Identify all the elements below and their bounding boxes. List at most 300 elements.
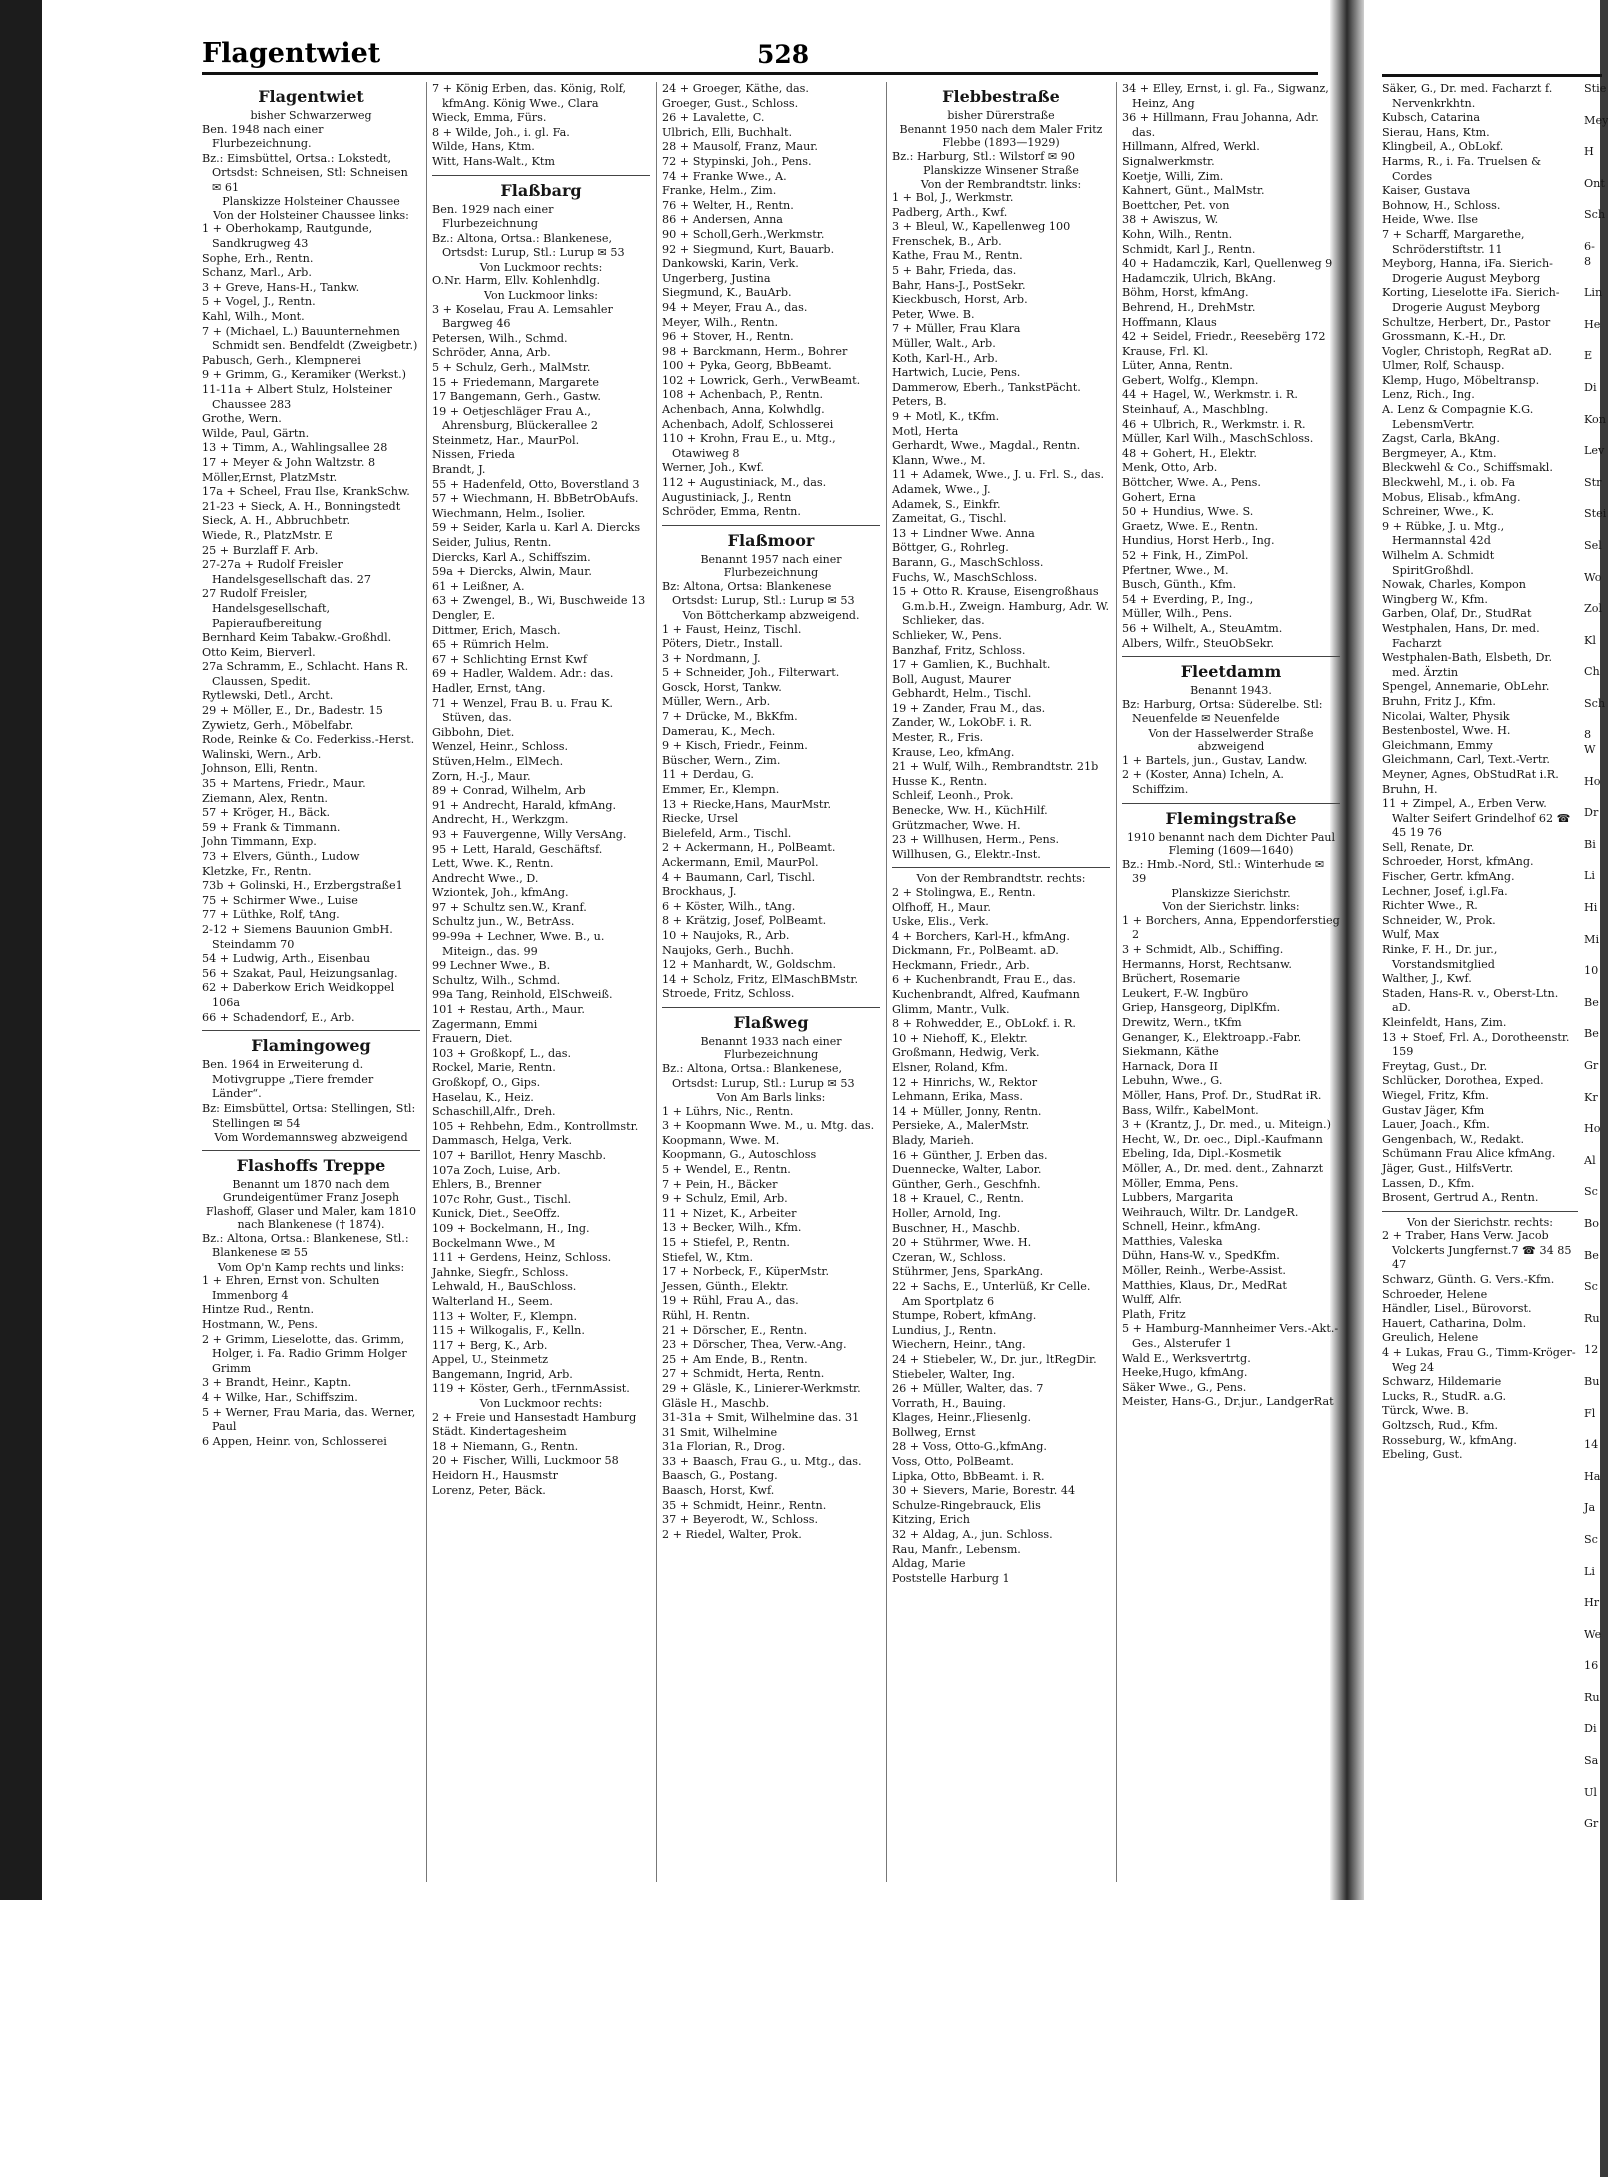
directory-entry: 17 + Gamlien, K., Buchhalt. — [892, 658, 1051, 672]
directory-entry: 48 + Gohert, H., Elektr. — [1122, 446, 1257, 460]
directory-entry: Vogler, Christoph, RegRat aD. — [1382, 344, 1552, 358]
directory-entry: Schlücker, Dorothea, Exped. — [1382, 1074, 1544, 1088]
directory-entry: Grothe, Wern. — [202, 412, 282, 426]
directory-entry: 73 + Elvers, Günth., Ludow — [202, 850, 360, 863]
directory-entry: Petersen, Wilh., Schmd. — [432, 331, 568, 345]
directory-entry: Schmidt, Karl J., Rentn. — [1122, 242, 1256, 256]
directory-entry: 20 + Fischer, Willi, Luckmoor 58 — [432, 1454, 619, 1468]
directory-entry: 25 + Burzlaff F. Arb. — [202, 543, 319, 557]
directory-entry: Heide, Wwe. Ilse — [1382, 213, 1479, 227]
cut-off-fragment: Ja — [1584, 1501, 1596, 1515]
directory-entry: 4 + Baumann, Carl, Tischl. — [662, 870, 816, 884]
section-divider — [1382, 1211, 1578, 1212]
directory-entry: Brockhaus, J. — [662, 885, 737, 899]
directory-entry: Säker, G., Dr. med. Facharzt f. Nervenkrkhtn. — [1382, 82, 1553, 110]
directory-entry: 23 + Dörscher, Thea, Verw.-Ang. — [662, 1338, 847, 1352]
directory-entry: Baasch, G., Postang. — [662, 1469, 778, 1483]
directory-entry: Koopmann, Wwe. M. — [662, 1133, 780, 1147]
directory-entry: 23 + Willhusen, Herm., Pens. — [892, 833, 1059, 847]
directory-entry: Olfhoff, H., Maur. — [892, 900, 991, 914]
directory-entry: 93 + Fauvergenne, Willy VersAng. — [432, 827, 627, 841]
directory-entry: Stumpe, Robert, kfmAng. — [892, 1309, 1037, 1323]
directory-entry: Brandt, J. — [432, 463, 486, 477]
street-note: Von der Rembrandtstr. links: — [920, 177, 1082, 191]
directory-entry: Spengel, Annemarie, ObLehr. — [1382, 680, 1550, 694]
directory-entry: Kahnert, Günt., MalMstr. — [1122, 184, 1265, 198]
directory-entry: Bz: Harburg, Ortsa: Süderelbe. Stl: Neuenfelde ✉ Neuenfelde — [1122, 697, 1323, 726]
directory-entry: Goltzsch, Rud., Kfm. — [1382, 1418, 1499, 1432]
directory-entry: Rühl, H. Rentn. — [662, 1308, 750, 1322]
directory-entry: Albers, Wilfr., SteuObSekr. — [1122, 636, 1275, 650]
directory-entry: 24 + Stiebeler, W., Dr. jur., ltRegDir. — [892, 1352, 1097, 1366]
directory-entry: 7 + (Michael, L.) Bauunternehmen Schmidt sen. Bendfeldt (Zweigbetr.) — [202, 324, 418, 353]
directory-entry: 21 + Dörscher, E., Rentn. — [662, 1323, 808, 1337]
directory-entry: 107 + Barillot, Henry Maschb. — [432, 1148, 607, 1162]
directory-entry: Haselau, K., Heiz. — [432, 1090, 534, 1104]
section-divider — [1122, 656, 1340, 657]
directory-entry: 13 + Stoef, Frl. A., Dorotheenstr. 159 — [1382, 1030, 1570, 1059]
directory-entry: 18 + Krauel, C., Rentn. — [892, 1192, 1024, 1206]
directory-entry: Dengler, E. — [432, 609, 496, 622]
directory-entry: Harms, R., i. Fa. Truelsen & Cordes — [1382, 154, 1542, 183]
cut-off-fragment: Str — [1584, 475, 1602, 489]
directory-entry: 100 + Pyka, Georg, BbBeamt. — [662, 359, 832, 373]
directory-entry: John Timmann, Exp. — [202, 835, 317, 849]
directory-entry: Lechner, Josef, i.gl.Fa. — [1382, 884, 1508, 898]
directory-entry: Busch, Günth., Kfm. — [1122, 578, 1237, 592]
directory-entry: 92 + Siegmund, Kurt, Bauarb. — [662, 242, 835, 256]
cut-off-fragment: Li — [1584, 1564, 1596, 1578]
cut-off-fragment: Sc — [1584, 1185, 1598, 1199]
directory-entry: 1 + Lührs, Nic., Rentn. — [662, 1104, 794, 1118]
directory-entry: 34 + Elley, Ernst, i. gl. Fa., Sigwanz, Heinz, Ang — [1122, 82, 1329, 110]
directory-entry: 3 + Bleul, W., Kapellenweg 100 — [892, 220, 1071, 234]
directory-entry: Zywietz, Gerh., Möbelfabr. — [202, 718, 354, 732]
directory-entry: 14 + Müller, Jonny, Rentn. — [892, 1104, 1042, 1118]
directory-entry: Wiechmann, Helm., Isolier. — [432, 506, 586, 520]
directory-entry: 31a Florian, R., Drog. — [662, 1440, 786, 1454]
directory-entry: Bleckwehl, M., i. ob. Fa — [1382, 476, 1516, 490]
cut-off-fragment: 10 — [1584, 964, 1599, 978]
directory-entry: Kleinfeldt, Hans, Zim. — [1382, 1016, 1507, 1029]
directory-entry: 22 + Sachs, E., Unterlüß, Kr Celle. Am Sportplatz 6 — [892, 1279, 1091, 1308]
directory-entry: Günther, Gerh., Geschfnh. — [892, 1177, 1041, 1191]
cut-off-fragment: Fl — [1584, 1406, 1596, 1420]
directory-entry: 7 + Drücke, M., BkKfm. — [662, 710, 798, 724]
directory-entry: 12 + Hinrichs, W., Rektor — [892, 1075, 1038, 1089]
directory-entry: Motl, Herta — [892, 424, 959, 438]
street-note: Von der Holsteiner Chaussee links: — [213, 208, 409, 222]
directory-entry: 30 + Sievers, Marie, Borestr. 44 — [892, 1484, 1076, 1498]
directory-entry: Hintze Rud., Rentn. — [202, 1303, 315, 1317]
directory-entry: 99 Lechner Wwe., B. — [432, 959, 551, 973]
directory-entry: Wilhelm A. Schmidt SpiritGroßhdl. — [1382, 549, 1495, 577]
directory-entry: 5 + Bahr, Frieda, das. — [892, 264, 1017, 278]
directory-entry: Bz.: Altona, Ortsa.: Blankenese, Stl.: Blankenese ✉ 55 — [202, 1231, 409, 1260]
directory-entry: Bestenbostel, Wwe. H. — [1382, 724, 1511, 738]
directory-entry: 17 + Meyer & John Waltzstr. 8 — [202, 455, 376, 469]
directory-entry: Heckmann, Friedr., Arb. — [892, 958, 1030, 972]
directory-entry: Griep, Hansgeorg, DiplKfm. — [1122, 1001, 1281, 1015]
cut-off-fragment: 14 — [1584, 1438, 1599, 1452]
directory-entry: 35 + Martens, Friedr., Maur. — [202, 777, 366, 791]
directory-entry: Baasch, Horst, Kwf. — [662, 1484, 775, 1498]
directory-entry: Wilde, Paul, Gärtn. — [202, 426, 310, 440]
directory-entry: 3 + Nordmann, J. — [662, 651, 761, 665]
directory-entry: Adamek, Wwe., J. — [892, 482, 991, 496]
directory-entry: Bruhn, H. — [1382, 782, 1438, 796]
directory-entry: Matthies, Klaus, Dr., MedRat — [1122, 1278, 1287, 1292]
directory-entry: 19 + Zander, Frau M., das. — [892, 701, 1046, 715]
directory-entry: Lüter, Anna, Rentn. — [1122, 359, 1233, 373]
directory-entry: Zander, W., LokObF. i. R. — [892, 716, 1032, 730]
directory-entry: Schulze-Ringebrauck, Elis — [892, 1498, 1041, 1512]
street-note: 1910 benannt nach dem Dichter Paul Fleming (1609—1640) — [1127, 830, 1335, 858]
directory-entry: 2-12 + Siemens Bauunion GmbH. Steindamm 70 — [202, 922, 393, 951]
street-note: Von Luckmoor rechts: — [479, 260, 603, 274]
column-2 — [432, 82, 650, 1882]
directory-entry: Bruhn, Fritz J., Kfm. — [1382, 694, 1496, 708]
directory-entry: 97 + Schultz sen.W., Kranf. — [432, 900, 587, 914]
directory-entry: Schneider, W., Prok. — [1382, 913, 1496, 927]
street-note: Von der Sierichstr. links: — [1162, 900, 1300, 914]
directory-entry: 37 + Beyerodt, W., Schloss. — [662, 1513, 819, 1527]
directory-entry: Ackermann, Emil, MaurPol. — [662, 856, 819, 869]
directory-entry: Wenzel, Heinr., Schloss. — [432, 740, 569, 754]
directory-entry: 9 + Motl, K., tKfm. — [892, 410, 1000, 423]
directory-entry: 107a Zoch, Luise, Arb. — [432, 1163, 561, 1177]
directory-entry: 29 + Möller, E., Dr., Badestr. 15 — [202, 704, 383, 718]
directory-entry: Heeke,Hugo, kfmAng. — [1122, 1366, 1248, 1380]
street-note: Von Luckmoor rechts: — [479, 1397, 603, 1411]
directory-entry: Poststelle Harburg 1 — [892, 1571, 1010, 1585]
directory-entry: Kohn, Wilh., Rentn. — [1122, 227, 1233, 241]
cut-off-fragment: Be — [1584, 995, 1599, 1009]
directory-entry: 50 + Hundius, Wwe. S. — [1122, 505, 1254, 519]
directory-entry: 3 + Brandt, Heinr., Kaptn. — [202, 1376, 352, 1390]
directory-entry: Hoffmann, Klaus — [1122, 315, 1217, 329]
directory-entry: Wiechern, Heinr., tAng. — [892, 1338, 1026, 1352]
header-rule — [202, 72, 1318, 75]
directory-entry: Zameitat, G., Tischl. — [892, 512, 1007, 526]
directory-entry: 2 + Traber, Hans Verw. Jacob Volckerts Jungfernst.7 ☎ 34 85 47 — [1382, 1229, 1572, 1272]
directory-entry: Dühn, Hans-W. v., SpedKfm. — [1122, 1249, 1280, 1263]
directory-entry: Frauern, Diet. — [432, 1032, 513, 1046]
directory-entry: 69 + Hadler, Waldem. Adr.: das. — [432, 667, 614, 681]
directory-entry: 13 + Becker, Wilh., Kfm. — [662, 1221, 802, 1235]
directory-entry: 65 + Rümrich Helm. — [432, 638, 550, 652]
directory-entry: Greulich, Helene — [1382, 1331, 1479, 1345]
directory-entry: Bollweg, Ernst — [892, 1425, 976, 1439]
directory-entry: Pabusch, Gerh., Klempnerei — [202, 353, 361, 367]
directory-entry: Groeger, Gust., Schloss. — [662, 96, 799, 110]
directory-entry: 119 + Köster, Gerh., tFernmAssist. — [432, 1382, 630, 1396]
directory-entry: 63 + Zwengel, B., Wi, Buschweide 13 — [432, 594, 646, 608]
street-note: Vom Op'n Kamp rechts und links: — [217, 1260, 405, 1274]
directory-entry: 101 + Restau, Arth., Maur. — [432, 1003, 585, 1017]
directory-entry: Gibbohn, Diet. — [432, 725, 515, 739]
directory-entry: Lebuhn, Wwe., G. — [1122, 1074, 1223, 1088]
directory-entry: Meyer, Wilh., Rentn. — [662, 315, 779, 329]
directory-entry: Schaschill,Alfr., Dreh. — [432, 1105, 556, 1119]
directory-entry: Kletzke, Fr., Rentn. — [202, 864, 312, 878]
column-divider — [886, 82, 887, 1882]
directory-entry: Andrecht, H., Werkzgm. — [432, 813, 569, 827]
directory-entry: 75 + Schirmer Wwe., Luise — [202, 893, 358, 907]
directory-entry: O.Nr. Harm, Ellv. Kohlenhdlg. — [432, 274, 601, 288]
cut-off-fragment: 6-8 — [1584, 239, 1595, 268]
street-note: Planskizze Winsener Straße — [923, 164, 1079, 178]
directory-entry: Dickmann, Fr., PolBeamt. aD. — [892, 944, 1059, 958]
street-note: Benannt 1957 nach einer Flurbezeichnung — [700, 552, 842, 580]
directory-entry: Achenbach, Adolf, Schlosserei — [662, 417, 834, 431]
directory-entry: Wieck, Emma, Fürs. — [432, 111, 547, 125]
directory-entry: 26 + Lavalette, C. — [662, 111, 765, 125]
directory-entry: Zagermann, Emmi — [432, 1017, 538, 1031]
cut-off-fragment: Ul — [1584, 1785, 1598, 1799]
directory-entry: 15 + Friedemann, Margarete — [432, 375, 600, 389]
directory-entry: 20 + Stührmer, Wwe. H. — [892, 1236, 1032, 1250]
directory-entry: 14 + Scholz, Fritz, ElMaschBMstr. — [662, 972, 859, 986]
directory-entry: Johnson, Elli, Rentn. — [202, 762, 318, 776]
directory-entry: Bz.: Harburg, Stl.: Wilstorf ✉ 90 — [892, 149, 1076, 163]
directory-entry: Gläsle H., Maschb. — [662, 1396, 770, 1410]
directory-entry: Otto Keim, Bierverl. — [202, 645, 316, 659]
directory-entry: 107c Rohr, Gust., Tischl. — [432, 1192, 572, 1206]
directory-entry: 102 + Lowrick, Gerh., VerwBeamt. — [662, 373, 861, 387]
directory-entry: Möller,Ernst, PlatzMstr. — [202, 470, 338, 484]
directory-entry: 11 + Zimpel, A., Erben Verw. Walter Seifert Grindelhof 62 ☎ 45 19 76 — [1382, 797, 1571, 840]
directory-entry: Siegmund, K., BauArb. — [662, 286, 792, 300]
directory-entry: Appel, U., Steinmetz — [432, 1353, 548, 1367]
directory-entry: Nicolai, Walter, Physik — [1382, 709, 1510, 723]
directory-entry: Stroede, Fritz, Schloss. — [662, 987, 795, 1001]
directory-entry: Nissen, Frieda — [432, 448, 515, 462]
directory-entry: 2 + Stolingwa, E., Rentn. — [892, 885, 1036, 899]
directory-entry: Ebeling, Gust. — [1382, 1448, 1463, 1462]
cut-off-fragment: Ru — [1584, 1311, 1600, 1325]
directory-entry: Weihrauch, Wiltr. Dr. LandgeR. — [1122, 1205, 1299, 1219]
directory-entry: 61 + Leißner, A. — [432, 579, 525, 593]
column-5 — [1122, 82, 1340, 1882]
directory-entry: Werner, Joh., Kwf. — [662, 461, 764, 475]
directory-entry: Lipka, Otto, BbBeamt. i. R. — [892, 1469, 1045, 1483]
directory-entry: Zagst, Carla, BkAng. — [1382, 432, 1500, 446]
directory-entry: 3 + Koopmann Wwe. M., u. Mtg. das. — [662, 1119, 875, 1133]
directory-entry: Bahr, Hans-J., PostSekr. — [892, 278, 1026, 292]
directory-entry: Krause, Frl. Kl. — [1122, 344, 1209, 358]
directory-entry: Plath, Fritz — [1122, 1307, 1186, 1321]
directory-entry: Hadler, Ernst, tAng. — [432, 681, 546, 695]
directory-entry: Ungerberg, Justina — [662, 271, 771, 285]
directory-entry: Gebhardt, Helm., Tischl. — [892, 687, 1032, 701]
directory-entry: Türck, Wwe. B. — [1382, 1404, 1469, 1418]
directory-entry: 24 + Groeger, Käthe, das. — [662, 82, 809, 95]
directory-entry: Elsner, Roland, Kfm. — [892, 1061, 1009, 1075]
directory-entry: Walther, J., Kwf. — [1382, 972, 1472, 986]
directory-entry: Lorenz, Peter, Bäck. — [432, 1483, 546, 1497]
cut-off-fragment: Ho — [1584, 1122, 1601, 1136]
cut-off-fragment: 16 — [1584, 1659, 1599, 1673]
street-title: Flebbestraße — [942, 87, 1060, 106]
directory-entry: 98 + Barckmann, Herm., Bohrer — [662, 344, 848, 358]
directory-entry: Gengenbach, W., Redakt. — [1382, 1132, 1525, 1146]
street-note: Von der Sierichstr. rechts: — [1407, 1215, 1553, 1229]
directory-entry: Koth, Karl-H., Arb. — [892, 351, 998, 365]
directory-entry: Sophe, Erh., Rentn. — [202, 251, 314, 265]
directory-entry: Damerau, K., Mech. — [662, 724, 776, 738]
column-1 — [202, 82, 420, 1882]
directory-entry: 1 + Oberhokamp, Rautgunde, Sandkrugweg 43 — [202, 222, 373, 251]
directory-entry: Diercks, Karl A., Schiffszim. — [432, 550, 591, 564]
directory-entry: 15 + Otto R. Krause, Eisengroßhaus G.m.b.H., Zweign. Hamburg, Adr. W. Schlieker, das. — [892, 585, 1110, 628]
directory-entry: 99a Tang, Reinhold, ElSchweiß. — [432, 988, 613, 1002]
directory-entry: Bielefeld, Arm., Tischl. — [662, 826, 792, 840]
column-divider — [426, 82, 427, 1882]
directory-entry: Böttcher, Wwe. A., Pens. — [1122, 476, 1261, 490]
directory-entry: Ulmer, Rolf, Schausp. — [1382, 359, 1505, 373]
street-note: Vom Wordemannsweg abzweigend — [214, 1131, 408, 1145]
directory-entry: Seider, Julius, Rentn. — [432, 536, 552, 550]
directory-entry: 27-27a + Rudolf Freisler Handelsgesellschaft das. 27 — [202, 558, 372, 586]
directory-entry: 57 + Kröger, H., Bäck. — [202, 806, 331, 820]
directory-entry: Lehwald, H., BauSchloss. — [432, 1280, 577, 1294]
directory-entry: 25 + Am Ende, B., Rentn. — [662, 1352, 808, 1366]
directory-entry: Rosseburg, W., kfmAng. — [1382, 1433, 1517, 1447]
directory-entry: Wiede, R., PlatzMstr. E — [202, 528, 333, 542]
cut-off-fragment: Lev — [1584, 444, 1605, 458]
directory-entry: Lett, Wwe. K., Rentn. — [432, 857, 554, 871]
directory-entry: Franke, Helm., Zim. — [662, 184, 777, 198]
directory-entry: Augustiniack, J., Rentn — [662, 490, 792, 504]
directory-entry: Hundius, Horst Herb., Ing. — [1122, 534, 1275, 548]
directory-entry: 89 + Conrad, Wilhelm, Arb — [432, 784, 586, 798]
cut-off-fragment: Mey — [1584, 113, 1608, 127]
directory-entry: 42 + Seidel, Friedr., Reesebërg 172 — [1122, 330, 1326, 344]
cut-off-fragment: Ch — [1584, 665, 1600, 679]
directory-entry: 10 + Niehoff, K., Elektr. — [892, 1031, 1028, 1045]
directory-entry: Holler, Arnold, Ing. — [892, 1206, 1002, 1220]
directory-entry: 91 + Andrecht, Harald, kfmAng. — [432, 798, 617, 812]
directory-entry: Müller, Wilh., Pens. — [1122, 607, 1233, 621]
directory-entry: Kuchenbrandt, Alfred, Kaufmann — [892, 988, 1080, 1002]
directory-entry: Peters, B. — [892, 395, 947, 409]
street-note: Planskizze Holsteiner Chaussee — [222, 195, 400, 209]
directory-entry: 66 + Schadendorf, E., Arb. — [202, 1010, 355, 1024]
cut-off-fragment: Bo — [1584, 1216, 1599, 1230]
directory-entry: 117 + Berg, K., Arb. — [432, 1338, 548, 1352]
directory-entry: Frenschek, B., Arb. — [892, 234, 1002, 248]
page-header — [202, 36, 1318, 80]
directory-entry: Kathe, Frau M., Rentn. — [892, 249, 1023, 263]
directory-entry: Städt. Kindertagesheim — [432, 1425, 567, 1439]
directory-entry: Meyborg, Hanna, iFa. Sierich-Drogerie August Meyborg — [1382, 257, 1553, 285]
directory-entry: 113 + Wolter, F., Klempn. — [432, 1309, 578, 1323]
directory-entry: Bz: Altona, Ortsa: Blankenese Ortsdst: Lurup, Stl.: Lurup ✉ 53 — [662, 579, 855, 608]
directory-entry: Ulbrich, Elli, Buchhalt. — [662, 125, 793, 139]
directory-entry: 7 + Müller, Frau Klara — [892, 322, 1021, 336]
directory-entry: Hadamczik, Ulrich, BkAng. — [1122, 271, 1277, 285]
directory-entry: Rytlewski, Detl., Archt. — [202, 689, 334, 703]
street-note: Planskizze Sierichstr. — [1171, 886, 1291, 900]
directory-entry: 4 + Borchers, Karl-H., kfmAng. — [892, 929, 1070, 943]
directory-entry: Stüven,Helm., ElMech. — [432, 754, 564, 768]
directory-entry: 5 + Schneider, Joh., Filterwart. — [662, 666, 840, 680]
cut-off-fragment: Bi — [1584, 837, 1596, 851]
cut-off-fragment: Gr — [1584, 1817, 1599, 1831]
directory-entry: Krause, Leo, kfmAng. — [892, 745, 1015, 759]
directory-entry: Schlieker, W., Pens. — [892, 628, 1002, 642]
directory-entry: Siekmann, Käthe — [1122, 1045, 1219, 1059]
directory-entry: Blady, Marieh. — [892, 1134, 975, 1147]
directory-entry: Schröder, Anna, Arb. — [432, 346, 551, 360]
directory-entry: Lassen, D., Kfm. — [1382, 1176, 1475, 1190]
directory-entry: Müller, Wern., Arb. — [662, 695, 771, 709]
directory-entry: 59a + Diercks, Alwin, Maur. — [432, 565, 592, 579]
directory-entry: Achenbach, Anna, Kolwhdlg. — [662, 403, 825, 417]
directory-entry: 9 + Schulz, Emil, Arb. — [662, 1192, 788, 1206]
section-divider — [1122, 803, 1340, 804]
facing-column — [1382, 82, 1578, 1882]
directory-entry: Ebeling, Ida, Dipl.-Kosmetik — [1122, 1147, 1282, 1161]
directory-entry: 8 + Wilde, Joh., i. gl. Fa. — [432, 125, 570, 139]
directory-entry: Jahnke, Siegfr., Schloss. — [432, 1265, 569, 1279]
directory-entry: Leukert, F.-W. Ingbüro — [1122, 986, 1249, 1000]
directory-entry: 1 + Borchers, Anna, Eppendorferstieg 2 — [1122, 913, 1340, 942]
directory-entry: Richter Wwe., R. — [1382, 899, 1478, 913]
directory-entry: 17 Bangemann, Gerh., Gastw. — [432, 390, 601, 404]
directory-entry: Schnell, Heinr., kfmAng. — [1122, 1220, 1261, 1234]
directory-entry: 74 + Franke Wwe., A. — [662, 169, 787, 183]
directory-entry: 38 + Awiszus, W. — [1122, 213, 1219, 227]
cut-off-fragment: Ont — [1584, 176, 1605, 190]
cut-off-fragment: Kon — [1584, 412, 1606, 426]
column-4 — [892, 82, 1110, 1882]
directory-entry: Westphalen-Bath, Elsbeth, Dr. med. Ärztin — [1382, 651, 1553, 679]
directory-entry: 36 + Hillmann, Frau Johanna, Adr. das. — [1122, 111, 1319, 139]
directory-entry: Gebert, Wolfg., Klempn. — [1122, 373, 1259, 387]
street-note: bisher Dürerstraße — [947, 109, 1055, 122]
directory-entry: 71 + Wenzel, Frau B. u. Frau K. Stüven, das. — [432, 696, 613, 725]
directory-entry: 28 + Voss, Otto-G.,kfmAng. — [892, 1440, 1047, 1454]
directory-entry: Hostmann, W., Pens. — [202, 1318, 318, 1332]
directory-entry: Steinhauf, A., Maschblng. — [1122, 403, 1269, 417]
directory-entry: 56 + Wilhelt, A., SteuAmtm. — [1122, 621, 1283, 635]
directory-entry: Boettcher, Pet. von — [1122, 198, 1230, 212]
directory-entry: 15 + Stiefel, P., Rentn. — [662, 1235, 790, 1249]
directory-entry: Schroeder, Horst, kfmAng. — [1382, 855, 1534, 869]
directory-entry: 86 + Andersen, Anna — [662, 213, 783, 227]
directory-entry: Harnack, Dora II — [1122, 1059, 1218, 1073]
directory-entry: Bleckwehl & Co., Schiffsmakl. — [1382, 461, 1553, 475]
directory-entry: Kubsch, Catarina — [1382, 111, 1480, 125]
directory-entry: 7 + Pein, H., Bäcker — [662, 1177, 778, 1191]
directory-entry: Schümann Frau Alice kfmAng. — [1382, 1147, 1556, 1161]
cut-off-fragment: Sa — [1584, 1754, 1599, 1768]
directory-entry: 59 + Seider, Karla u. Karl A. Diercks — [432, 521, 641, 535]
street-note: Benannt 1950 nach dem Maler Fritz Flebbe (1893—1929) — [899, 122, 1103, 149]
directory-entry: Mester, R., Fris. — [892, 731, 984, 745]
cut-off-fragment: Hi — [1584, 901, 1598, 915]
directory-entry: 35 + Schmidt, Heinr., Rentn. — [662, 1498, 827, 1512]
directory-entry: 2 + Grimm, Lieselotte, das. Grimm, Holger, i. Fa. Radio Grimm Holger Grimm — [202, 1332, 407, 1375]
directory-entry: Großkopf, O., Gips. — [432, 1076, 541, 1089]
directory-entry: 90 + Scholl,Gerh.,Werkmstr. — [662, 227, 825, 241]
directory-entry: Schultz jun., W., BetrAss. — [432, 915, 575, 929]
directory-entry: Stiebeler, Walter, Ing. — [892, 1367, 1016, 1381]
directory-entry: Boll, August, Maurer — [892, 672, 1011, 686]
cut-off-fragment: Stei — [1584, 507, 1607, 521]
